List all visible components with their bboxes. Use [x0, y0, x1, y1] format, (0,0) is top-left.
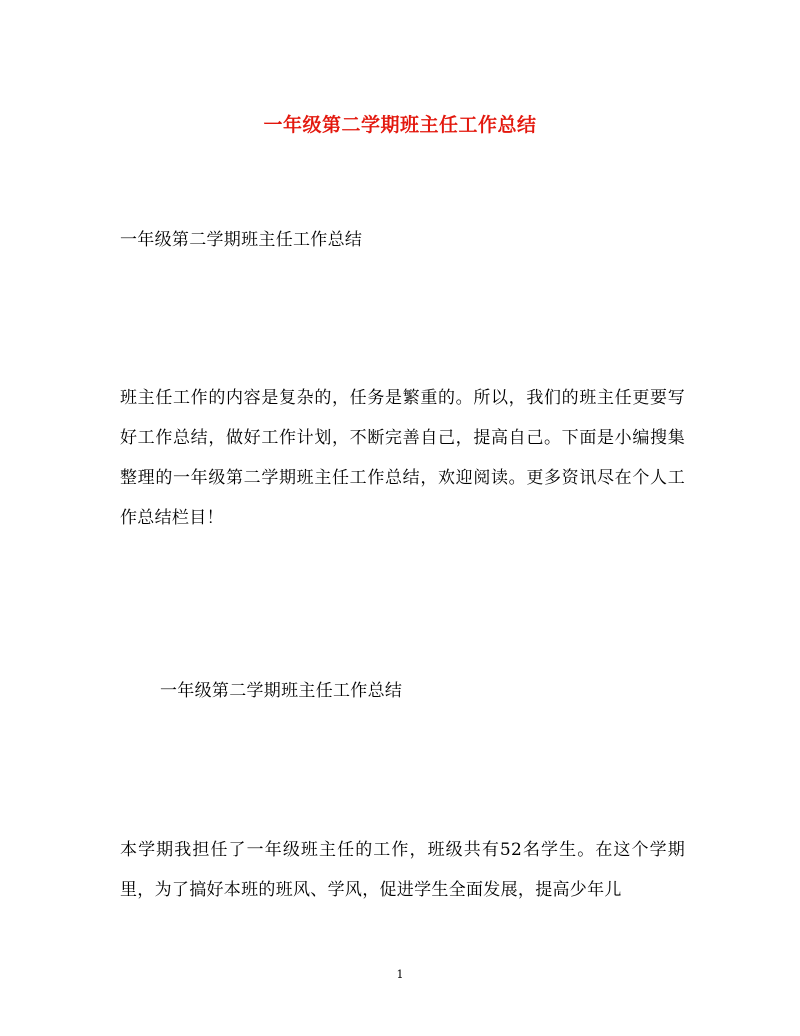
subheading-indented: 一年级第二学期班主任工作总结 — [160, 681, 403, 701]
document-title: 一年级第二学期班主任工作总结 — [263, 114, 537, 136]
intro-paragraph: 班主任工作的内容是复杂的，任务是繁重的。所以，我们的班主任更要写好工作总结，做好工作计划，不断完善自己，提高自己。下面是小编搜集整理的一年级第二学期班主任工作总结，欢迎阅读。更多资讯尽在个人工作总结栏目！ — [120, 388, 685, 528]
page-number: 1 — [396, 968, 404, 981]
subheading-plain: 一年级第二学期班主任工作总结 — [120, 230, 363, 250]
body-paragraph: 本学期我担任了一年级班主任的工作，班级共有52名学生。在这个学期里，为了搞好本班的班风、学风，促进学生全面发展，提高少年儿 — [120, 840, 685, 900]
